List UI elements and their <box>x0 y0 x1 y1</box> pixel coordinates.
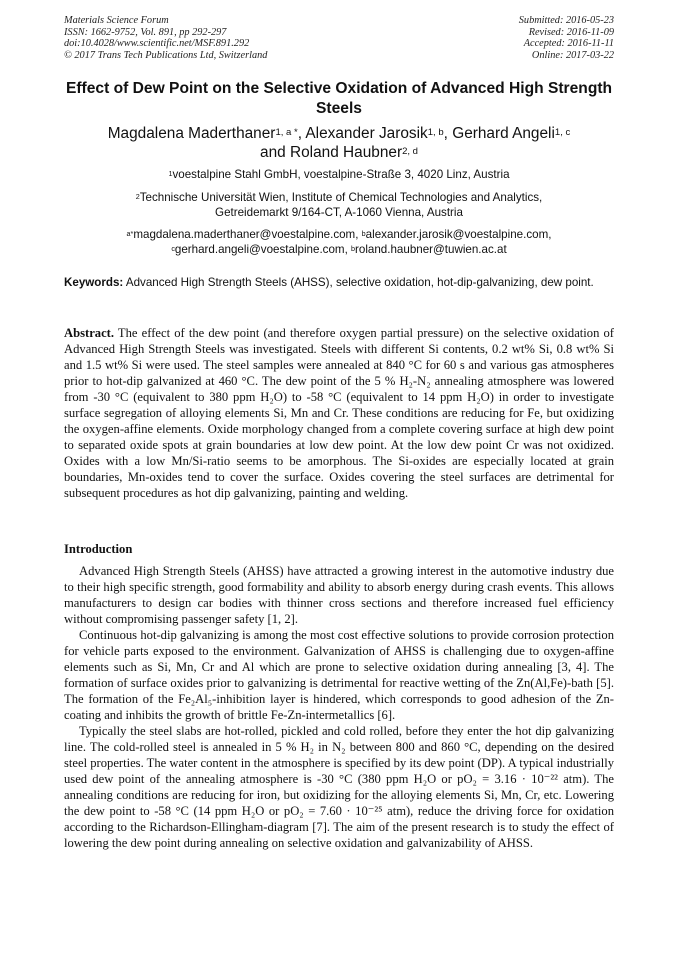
author-list <box>64 124 614 162</box>
email-list <box>64 228 614 257</box>
email-mark: b <box>361 229 366 238</box>
copyright: © 2017 Trans Tech Publications Ltd, Switzerland <box>64 49 268 61</box>
affiliation-mark: 1 <box>168 169 173 178</box>
accepted-date: Accepted: 2016-11-11 <box>523 38 614 50</box>
author-affiliation-mark: 2, d <box>402 146 418 157</box>
affiliation-text: voestalpine Stahl GmbH, voestalpine-Straße 3, 4020 Linz, Austria <box>172 168 510 181</box>
affiliation-text: Technische Universität Wien, Institute of Chemical Technologies and Analytics, Getreidemarkt 9/164-CT, A-1060 Vienna, Austria <box>139 191 543 219</box>
author-affiliation-mark: 1, b <box>427 127 444 138</box>
doi: doi:10.4028/www.scientific.net/MSF.891.292 <box>64 38 250 50</box>
author-separator: , <box>443 125 453 142</box>
email-mark: b <box>351 243 356 253</box>
email-link[interactable]: roland.haubner@tuwien.ac.at <box>355 242 507 256</box>
paragraph: Typically the steel slabs are hot-rolled, pickled and cold rolled, before they enter the hot dip galvanizing line. The cold-rolled steel is annealed in 5 % H₂ in N₂ between 800 and 860 °C, depending on the desired steel properties. The water content in the atmosphere is specified by its dew point (DP). A typical industrially used dew point of the annealing atmosphere is -30 °C (380 ppm H₂O or pO₂ = 3.16 · 10⁻²² atm). The annealing conditions are reducing for iron, but oxidizing for the alloying elements Si, Mn, Cr, etc. Lowering the dew point to -58 °C (14 ppm H₂O or pO₂ = 7.60 · 10⁻²⁵ atm), reduce the driving force for oxidation according to the Richardson-Ellingham-diagram [7]. The aim of the present research is to study the effect of lowering the dew point during annealing on selective oxidation and galvanizability of AHSS. <box>64 724 614 850</box>
introduction-body <box>64 563 614 851</box>
email-link[interactable]: magdalena.maderthaner@voestalpine.com, <box>133 228 362 241</box>
abstract-label: Abstract. <box>64 326 115 340</box>
online-date: Online: 2017-03-22 <box>531 49 614 61</box>
keywords <box>64 276 614 291</box>
affiliation <box>64 191 614 220</box>
author-name: Magdalena Maderthaner <box>107 125 276 142</box>
email-mark: a* <box>126 229 134 238</box>
dates-info <box>519 15 614 61</box>
journal-name: Materials Science Forum <box>64 15 169 26</box>
email-link[interactable]: gerhard.angeli@voestalpine.com, <box>174 242 352 256</box>
author-name: Gerhard Angeli <box>452 125 555 142</box>
journal-info <box>64 15 267 61</box>
author-name: Roland Haubner <box>289 144 403 161</box>
email-link[interactable]: alexander.jarosik@voestalpine.com, <box>365 228 552 241</box>
author-separator: and <box>260 144 290 161</box>
paragraph: Continuous hot-dip galvanizing is among the most cost effective solutions to provide corrosion protection for vehicle parts exposed to the environment. Galvanization of AHSS is challenging due to oxygen-affine elements such as Si, Mn, Cr and Al which are prone to selective oxidation during annealing [3, 4]. The formation of surface oxides prior to galvanizing is detrimental for reactive wetting of the Zn(Al,Fe)-bath [5]. The formation of the Fe₂Al₅-inhibition layer is hindered, which corresponds to good adhesion of the Zn-coating and inhibits the growth of brittle Fe-Zn-intermetallics [6]. <box>64 628 614 722</box>
affiliation <box>64 168 614 183</box>
keywords-text: Advanced High Strength Steels (AHSS), selective oxidation, hot-dip-galvanizing, dew point. <box>125 276 594 289</box>
issn: ISSN: 1662-9752, Vol. 891, pp 292-297 <box>64 26 227 38</box>
paper-title: Effect of Dew Point on the Selective Oxidation of Advanced High Strength Steels <box>65 80 613 117</box>
paragraph: Advanced High Strength Steels (AHSS) have attracted a growing interest in the automotive industry due to their high specific strength, good formability and ability to absorb energy during crash events. This allows manufacturers to design car bodies with thinner cross sections and therefore increased fuel efficiency without compromising passenger safety [1, 2]. <box>64 564 614 626</box>
author-name: Alexander Jarosik <box>305 125 428 142</box>
section-heading-introduction: Introduction <box>64 542 133 556</box>
submitted-date: Submitted: 2016-05-23 <box>518 15 614 26</box>
abstract-text: The effect of the dew point (and therefore oxygen partial pressure) on the selective oxidation of Advanced High Strength Steels was investigated. Steels with different Si contents, 0.2 wt% Si, 0.8 wt% Si and 1.5 wt% Si were used. The steel samples were annealed at 840 °C for 60 s and various gas atmospheres prior to hot-dip galvanized at 460 °C. The dew point of the 5 % H₂-N₂ annealing atmosphere was lowered from -30 °C (equivalent to 380 ppm H₂O) to -58 °C (equivalent to 14 ppm H₂O) in order to investigate surface segregation of alloying elements Si, Mn and Cr. These conditions are reducing for Fe, but oxidizing the oxygen-affine elements. Oxide morphology changed from a complete covering surface at high dew point to separated oxide spots at grain boundaries at low dew point. At the low dew point Cr was not oxidized. Oxides with a low Mn/Si-ratio seems to be amorphous. The Si-oxides are especially located at grain boundaries, Mn-oxides tend to cover the surface. Oxides covering the steel surfaces are detrimental for subsequent procedures as hot dip galvanizing, painting and welding. <box>64 326 614 500</box>
abstract <box>64 325 614 501</box>
revised-date: Revised: 2016-11-09 <box>528 26 614 38</box>
author-separator: , <box>297 125 306 142</box>
author-affiliation-mark: 1, a * <box>275 127 298 138</box>
email-mark: c <box>171 243 175 253</box>
affiliation-mark: 2 <box>135 192 140 201</box>
author-affiliation-mark: 1, c <box>554 127 571 138</box>
keywords-label: Keywords: <box>64 276 124 289</box>
